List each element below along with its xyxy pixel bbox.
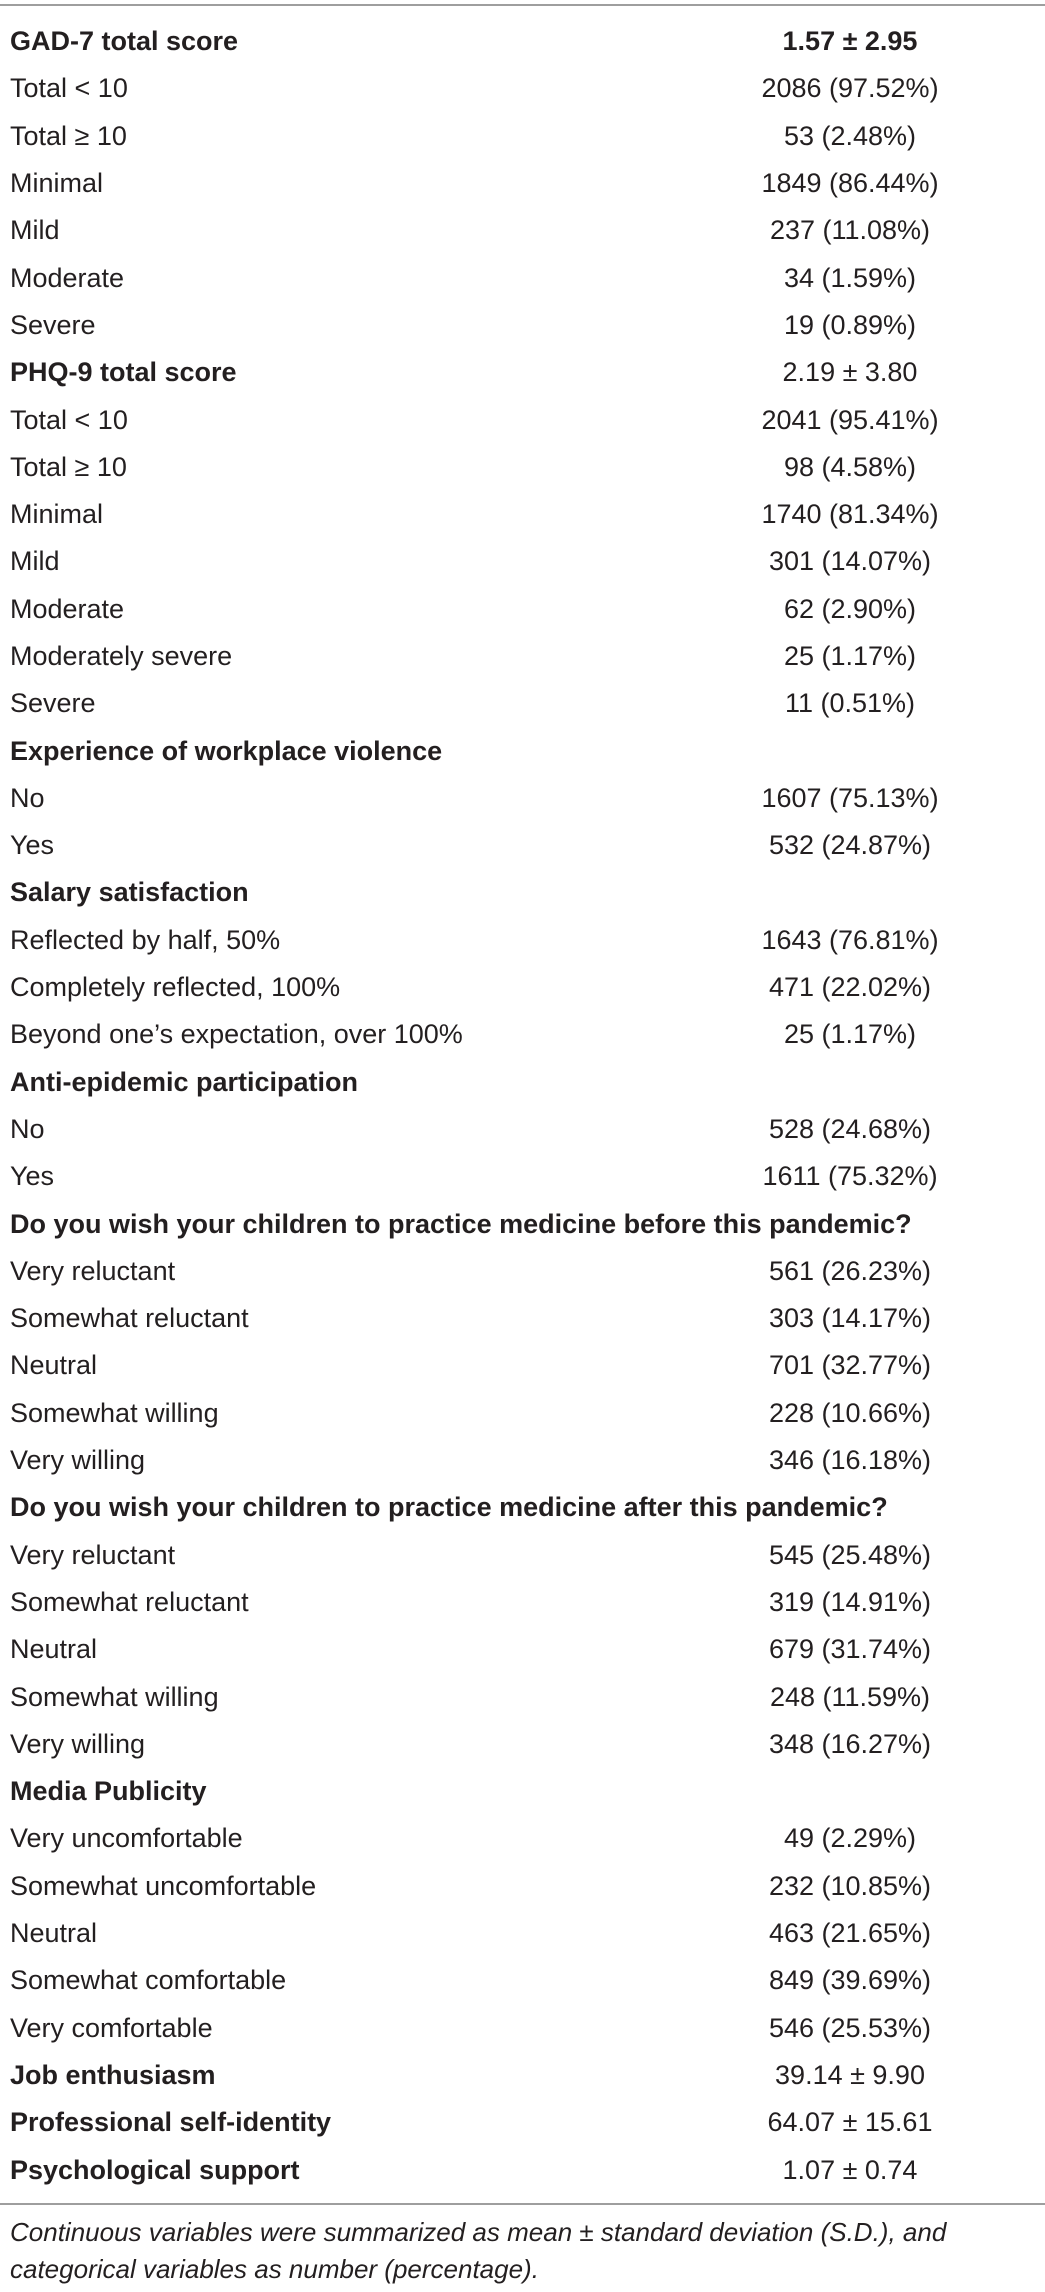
row-value-cell xyxy=(710,1823,1045,1854)
table-row xyxy=(0,491,1045,538)
row-label: Very reluctant xyxy=(10,1539,176,1570)
row-label: Very uncomfortable xyxy=(10,1823,243,1854)
row-value: 1611 (75.32%) xyxy=(762,1161,938,1192)
row-label: Reflected by half, 50% xyxy=(10,924,281,955)
row-value: 34 (1.59%) xyxy=(783,262,917,293)
row-label: Somewhat willing xyxy=(10,1681,219,1712)
row-value-cell xyxy=(710,594,1045,625)
table-section-row xyxy=(0,1768,1045,1815)
row-label: Experience of workplace violence xyxy=(10,735,443,766)
table-row xyxy=(0,586,1045,633)
row-value: 1607 (75.13%) xyxy=(761,782,939,813)
table-row xyxy=(0,633,1045,680)
row-value-cell xyxy=(710,1587,1045,1618)
row-label: Very comfortable xyxy=(10,2012,213,2043)
row-value-cell xyxy=(710,357,1045,388)
table-row xyxy=(0,1295,1045,1342)
table-row xyxy=(0,2004,1045,2051)
row-value-cell xyxy=(710,1965,1045,1996)
row-value: 849 (39.69%) xyxy=(768,1965,932,1996)
row-label: Mild xyxy=(10,215,60,246)
row-value: 237 (11.08%) xyxy=(769,215,931,246)
table-row xyxy=(0,207,1045,254)
row-value: 2.19 ± 3.80 xyxy=(782,357,918,388)
table-row xyxy=(0,1532,1045,1579)
table-section-row xyxy=(0,727,1045,774)
row-value-cell xyxy=(710,263,1045,294)
row-label: Neutral xyxy=(10,1634,98,1665)
row-value-cell xyxy=(710,1445,1045,1476)
row-label: Neutral xyxy=(10,1918,98,1949)
row-value-cell xyxy=(710,1303,1045,1334)
row-label: Psychological support xyxy=(10,2154,300,2185)
row-label: Somewhat comfortable xyxy=(10,1965,287,1996)
row-value: 62 (2.90%) xyxy=(783,593,917,624)
row-value: 1.57 ± 2.95 xyxy=(782,26,918,57)
data-table xyxy=(0,18,1045,2194)
table-row xyxy=(0,917,1045,964)
row-label: Mild xyxy=(10,546,60,577)
row-value-cell xyxy=(710,1871,1045,1902)
table-row xyxy=(0,160,1045,207)
row-value-cell xyxy=(710,1019,1045,1050)
row-value: 64.07 ± 15.61 xyxy=(767,2107,933,2138)
table-row xyxy=(0,1957,1045,2004)
row-value: 39.14 ± 9.90 xyxy=(775,2059,925,2090)
row-label: Total < 10 xyxy=(10,73,128,104)
row-label: Somewhat reluctant xyxy=(10,1303,249,1334)
table-section-row xyxy=(0,869,1045,916)
row-value: 1643 (76.81%) xyxy=(761,924,939,955)
table-row xyxy=(0,680,1045,727)
row-value-cell xyxy=(710,1540,1045,1571)
table-bottom-rule xyxy=(0,2203,1045,2205)
row-value-cell xyxy=(710,310,1045,341)
table-section-row xyxy=(0,1200,1045,1247)
row-value: 25 (1.17%) xyxy=(783,1019,917,1050)
row-value: 11 (0.51%) xyxy=(784,688,916,719)
row-value: 303 (14.17%) xyxy=(768,1303,932,1334)
row-value: 532 (24.87%) xyxy=(768,830,932,861)
row-label: Neutral xyxy=(10,1350,98,1381)
table-section-row xyxy=(0,2146,1045,2193)
row-label: Job enthusiasm xyxy=(10,2059,216,2090)
row-value-cell xyxy=(710,73,1045,104)
table-row xyxy=(0,538,1045,585)
row-label: Do you wish your children to practice medicine after this pandemic? xyxy=(10,1492,888,1523)
row-label: Moderate xyxy=(10,262,125,293)
row-value: 471 (22.02%) xyxy=(768,972,932,1003)
row-value-cell xyxy=(710,1682,1045,1713)
row-label: Somewhat uncomfortable xyxy=(10,1870,317,1901)
row-value: 1849 (86.44%) xyxy=(761,168,939,199)
table-footnote: Continuous variables were summarized as mean ± standard deviation (S.D.), and categorical variables as number (percentage). xyxy=(10,2217,947,2284)
row-label: Moderate xyxy=(10,593,125,624)
table-row xyxy=(0,1342,1045,1389)
row-value: 19 (0.89%) xyxy=(783,309,917,340)
table-row xyxy=(0,396,1045,443)
table-row xyxy=(0,1910,1045,1957)
row-label: Very willing xyxy=(10,1445,146,1476)
row-value-cell xyxy=(710,1729,1045,1760)
row-label: Somewhat reluctant xyxy=(10,1586,249,1617)
row-value: 301 (14.07%) xyxy=(768,546,932,577)
row-label: Total < 10 xyxy=(10,404,128,435)
row-value-cell xyxy=(710,499,1045,530)
row-value-cell xyxy=(710,215,1045,246)
row-value-cell xyxy=(710,546,1045,577)
table-top-rule xyxy=(0,4,1045,6)
row-value: 1740 (81.34%) xyxy=(761,499,939,530)
row-value: 232 (10.85%) xyxy=(768,1870,932,1901)
row-value: 2041 (95.41%) xyxy=(761,404,939,435)
row-value-cell xyxy=(710,2060,1045,2091)
row-value-cell xyxy=(710,2107,1045,2138)
table-row xyxy=(0,1248,1045,1295)
row-value: 98 (4.58%) xyxy=(783,451,917,482)
row-value: 528 (24.68%) xyxy=(768,1113,932,1144)
row-value-cell xyxy=(710,452,1045,483)
row-value-cell xyxy=(710,1918,1045,1949)
table-row xyxy=(0,775,1045,822)
row-value-cell xyxy=(710,641,1045,672)
row-value: 248 (11.59%) xyxy=(769,1681,931,1712)
row-value-cell xyxy=(710,1350,1045,1381)
table-section-row xyxy=(0,2099,1045,2146)
table-row xyxy=(0,65,1045,112)
row-value-cell xyxy=(710,1161,1045,1192)
row-label: Minimal xyxy=(10,168,104,199)
row-label: Somewhat willing xyxy=(10,1397,219,1428)
row-value-cell xyxy=(710,1209,1045,1240)
row-value: 1.07 ± 0.74 xyxy=(782,2154,918,2185)
row-label: Total ≥ 10 xyxy=(10,120,127,151)
row-value: 561 (26.23%) xyxy=(768,1255,932,1286)
table-row xyxy=(0,964,1045,1011)
row-label: Do you wish your children to practice medicine before this pandemic? xyxy=(10,1208,912,1239)
table-section-row xyxy=(0,1484,1045,1531)
table-row xyxy=(0,822,1045,869)
table-row xyxy=(0,1721,1045,1768)
row-value-cell xyxy=(710,925,1045,956)
row-value-cell xyxy=(710,121,1045,152)
table-row xyxy=(0,254,1045,301)
row-label: No xyxy=(10,1113,45,1144)
table-section-row xyxy=(0,18,1045,65)
row-value-cell xyxy=(710,1634,1045,1665)
table-row xyxy=(0,1626,1045,1673)
row-value: 53 (2.48%) xyxy=(783,120,917,151)
row-label: Moderately severe xyxy=(10,641,233,671)
table-section-row xyxy=(0,349,1045,396)
table-row xyxy=(0,1673,1045,1720)
row-value: 348 (16.27%) xyxy=(768,1728,932,1759)
row-label: Beyond one’s expectation, over 100% xyxy=(10,1019,463,1050)
table-row xyxy=(0,1390,1045,1437)
row-value-cell xyxy=(710,1067,1045,1098)
row-label: Very willing xyxy=(10,1728,146,1759)
row-value-cell xyxy=(710,1492,1045,1523)
row-label: GAD-7 total score xyxy=(10,26,239,57)
row-label: PHQ-9 total score xyxy=(10,357,237,388)
table-row xyxy=(0,1579,1045,1626)
row-value: 228 (10.66%) xyxy=(768,1397,932,1428)
row-value: 25 (1.17%) xyxy=(783,641,917,671)
row-value-cell xyxy=(710,1114,1045,1145)
row-label: Anti-epidemic participation xyxy=(10,1066,359,1097)
row-value-cell xyxy=(710,405,1045,436)
row-value-cell xyxy=(710,1776,1045,1807)
row-value-cell xyxy=(710,877,1045,908)
table-section-row xyxy=(0,2052,1045,2099)
row-value: 701 (32.77%) xyxy=(768,1350,932,1381)
row-label: Yes xyxy=(10,1161,55,1192)
row-value-cell xyxy=(710,688,1045,719)
row-value: 546 (25.53%) xyxy=(768,2012,932,2043)
row-label: Minimal xyxy=(10,499,104,530)
table-row xyxy=(0,1106,1045,1153)
table-row xyxy=(0,1153,1045,1200)
row-value-cell xyxy=(710,2155,1045,2186)
row-value-cell xyxy=(710,2013,1045,2044)
row-value-cell xyxy=(710,1256,1045,1287)
row-value-cell xyxy=(710,736,1045,767)
row-value: 2086 (97.52%) xyxy=(761,73,939,104)
row-label: Yes xyxy=(10,830,55,861)
table-section-row xyxy=(0,1059,1045,1106)
row-value-cell xyxy=(710,168,1045,199)
table-row xyxy=(0,444,1045,491)
row-value-cell xyxy=(710,830,1045,861)
row-label: Salary satisfaction xyxy=(10,877,249,908)
table-row xyxy=(0,113,1045,160)
table-row xyxy=(0,1863,1045,1910)
table-row xyxy=(0,302,1045,349)
row-value-cell xyxy=(710,783,1045,814)
row-value: 463 (21.65%) xyxy=(768,1918,932,1949)
row-value-cell xyxy=(710,972,1045,1003)
table-row xyxy=(0,1437,1045,1484)
row-label: Media Publicity xyxy=(10,1776,207,1807)
row-value: 679 (31.74%) xyxy=(768,1634,932,1665)
row-value: 346 (16.18%) xyxy=(768,1445,932,1476)
table-row xyxy=(0,1011,1045,1058)
row-label: Severe xyxy=(10,309,96,340)
row-label: Completely reflected, 100% xyxy=(10,972,341,1003)
row-value-cell xyxy=(710,26,1045,57)
row-value: 545 (25.48%) xyxy=(768,1539,932,1570)
row-label: Very reluctant xyxy=(10,1255,176,1286)
row-label: Total ≥ 10 xyxy=(10,451,127,482)
row-value: 49 (2.29%) xyxy=(783,1823,917,1854)
row-value: 319 (14.91%) xyxy=(768,1586,932,1617)
row-label: Professional self-identity xyxy=(10,2107,332,2138)
row-label: Severe xyxy=(10,688,96,719)
table-row xyxy=(0,1815,1045,1862)
row-value-cell xyxy=(710,1398,1045,1429)
row-label: No xyxy=(10,782,45,813)
